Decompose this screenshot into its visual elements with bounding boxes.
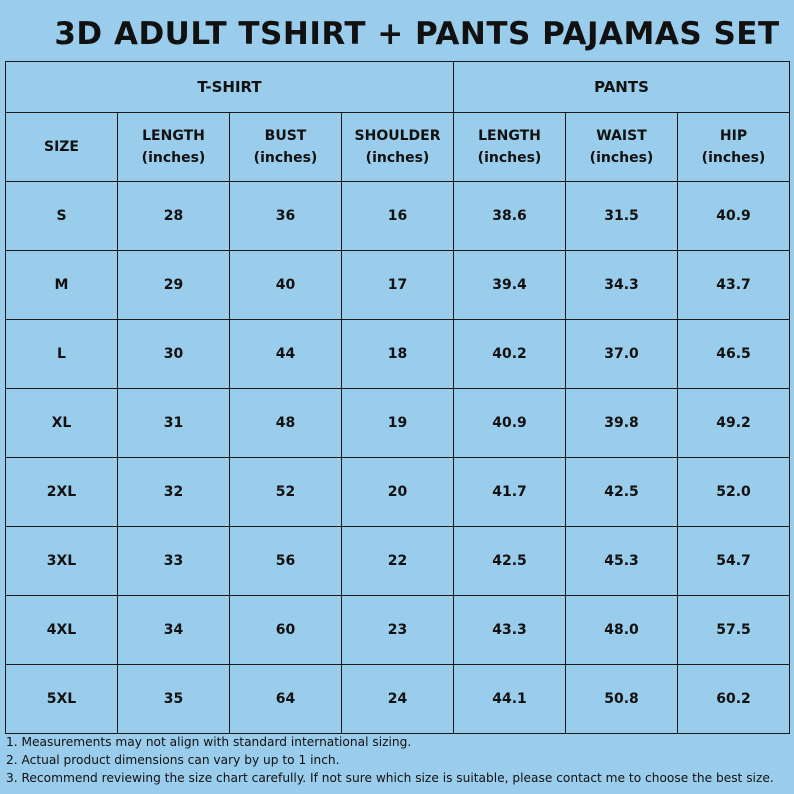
table-row: [6, 458, 790, 527]
page-title: 3D ADULT TSHIRT + PANTS PAJAMAS SET: [54, 16, 780, 52]
tshirt-length-cell: 31: [118, 389, 230, 458]
tshirt-length-column-header: [118, 113, 230, 182]
shoulder-cell: 18: [342, 320, 454, 389]
table-row: [6, 596, 790, 665]
header-label: LENGTH: [142, 128, 205, 144]
hip-cell: 57.5: [678, 596, 790, 665]
hip-column-header: [678, 113, 790, 182]
pants-length-column-header: [454, 113, 566, 182]
shoulder-cell: 23: [342, 596, 454, 665]
waist-cell: 39.8: [566, 389, 678, 458]
header-unit: (inches): [365, 150, 430, 166]
pants-length-cell: 43.3: [454, 596, 566, 665]
waist-cell: 50.8: [566, 665, 678, 734]
pants-group-header: PANTS: [454, 62, 790, 113]
footnote: 1. Measurements may not align with standard international sizing.: [6, 735, 412, 749]
shoulder-column-header: [342, 113, 454, 182]
size-cell: S: [6, 182, 118, 251]
size-header-label: SIZE: [43, 139, 79, 155]
tshirt-length-cell: 35: [118, 665, 230, 734]
bust-cell: 48: [230, 389, 342, 458]
pants-length-cell: 40.2: [454, 320, 566, 389]
bust-cell: 44: [230, 320, 342, 389]
hip-cell: 52.0: [678, 458, 790, 527]
header-unit: (inches): [253, 150, 318, 166]
pants-length-cell: 40.9: [454, 389, 566, 458]
size-cell: 4XL: [6, 596, 118, 665]
bust-column-header: [230, 113, 342, 182]
waist-cell: 45.3: [566, 527, 678, 596]
shoulder-cell: 22: [342, 527, 454, 596]
waist-column-header: [566, 113, 678, 182]
size-chart-table: [5, 61, 790, 734]
footnotes: [6, 733, 792, 787]
hip-cell: 49.2: [678, 389, 790, 458]
header-label: WAIST: [596, 128, 647, 144]
tshirt-length-cell: 32: [118, 458, 230, 527]
size-cell: 3XL: [6, 527, 118, 596]
bust-cell: 52: [230, 458, 342, 527]
hip-cell: 60.2: [678, 665, 790, 734]
tshirt-group-header: T-SHIRT: [6, 62, 454, 113]
waist-cell: 42.5: [566, 458, 678, 527]
shoulder-cell: 17: [342, 251, 454, 320]
table-row: [6, 389, 790, 458]
waist-cell: 48.0: [566, 596, 678, 665]
size-cell: L: [6, 320, 118, 389]
bust-cell: 60: [230, 596, 342, 665]
pants-length-cell: 38.6: [454, 182, 566, 251]
pants-length-cell: 44.1: [454, 665, 566, 734]
bust-cell: 56: [230, 527, 342, 596]
footnote: 2. Actual product dimensions can vary by up to 1 inch.: [6, 753, 340, 767]
size-cell: 5XL: [6, 665, 118, 734]
shoulder-cell: 19: [342, 389, 454, 458]
header-label: SHOULDER: [354, 128, 441, 144]
hip-cell: 54.7: [678, 527, 790, 596]
hip-cell: 43.7: [678, 251, 790, 320]
header-label: BUST: [264, 128, 307, 144]
hip-cell: 46.5: [678, 320, 790, 389]
table-row: [6, 182, 790, 251]
bust-cell: 40: [230, 251, 342, 320]
footnote: 3. Recommend reviewing the size chart carefully. If not sure which size is suitable, please contact me to choose the best size.: [6, 771, 774, 785]
tshirt-length-cell: 34: [118, 596, 230, 665]
tshirt-length-cell: 33: [118, 527, 230, 596]
size-cell: M: [6, 251, 118, 320]
table-row: [6, 665, 790, 734]
size-column-header: [6, 113, 118, 182]
waist-cell: 37.0: [566, 320, 678, 389]
size-cell: 2XL: [6, 458, 118, 527]
pants-length-cell: 39.4: [454, 251, 566, 320]
group-header-row: [6, 62, 790, 113]
tshirt-length-cell: 30: [118, 320, 230, 389]
size-cell: XL: [6, 389, 118, 458]
waist-cell: 34.3: [566, 251, 678, 320]
table-row: [6, 320, 790, 389]
table-row: [6, 251, 790, 320]
hip-cell: 40.9: [678, 182, 790, 251]
shoulder-cell: 20: [342, 458, 454, 527]
header-unit: (inches): [477, 150, 542, 166]
header-label: LENGTH: [478, 128, 541, 144]
waist-cell: 31.5: [566, 182, 678, 251]
header-label: HIP: [719, 128, 748, 144]
shoulder-cell: 16: [342, 182, 454, 251]
bust-cell: 64: [230, 665, 342, 734]
header-unit: (inches): [141, 150, 206, 166]
tshirt-length-cell: 28: [118, 182, 230, 251]
tshirt-length-cell: 29: [118, 251, 230, 320]
header-unit: (inches): [701, 150, 766, 166]
bust-cell: 36: [230, 182, 342, 251]
column-header-row: [6, 113, 790, 182]
shoulder-cell: 24: [342, 665, 454, 734]
header-unit: (inches): [589, 150, 654, 166]
table-row: [6, 527, 790, 596]
pants-length-cell: 41.7: [454, 458, 566, 527]
pants-length-cell: 42.5: [454, 527, 566, 596]
